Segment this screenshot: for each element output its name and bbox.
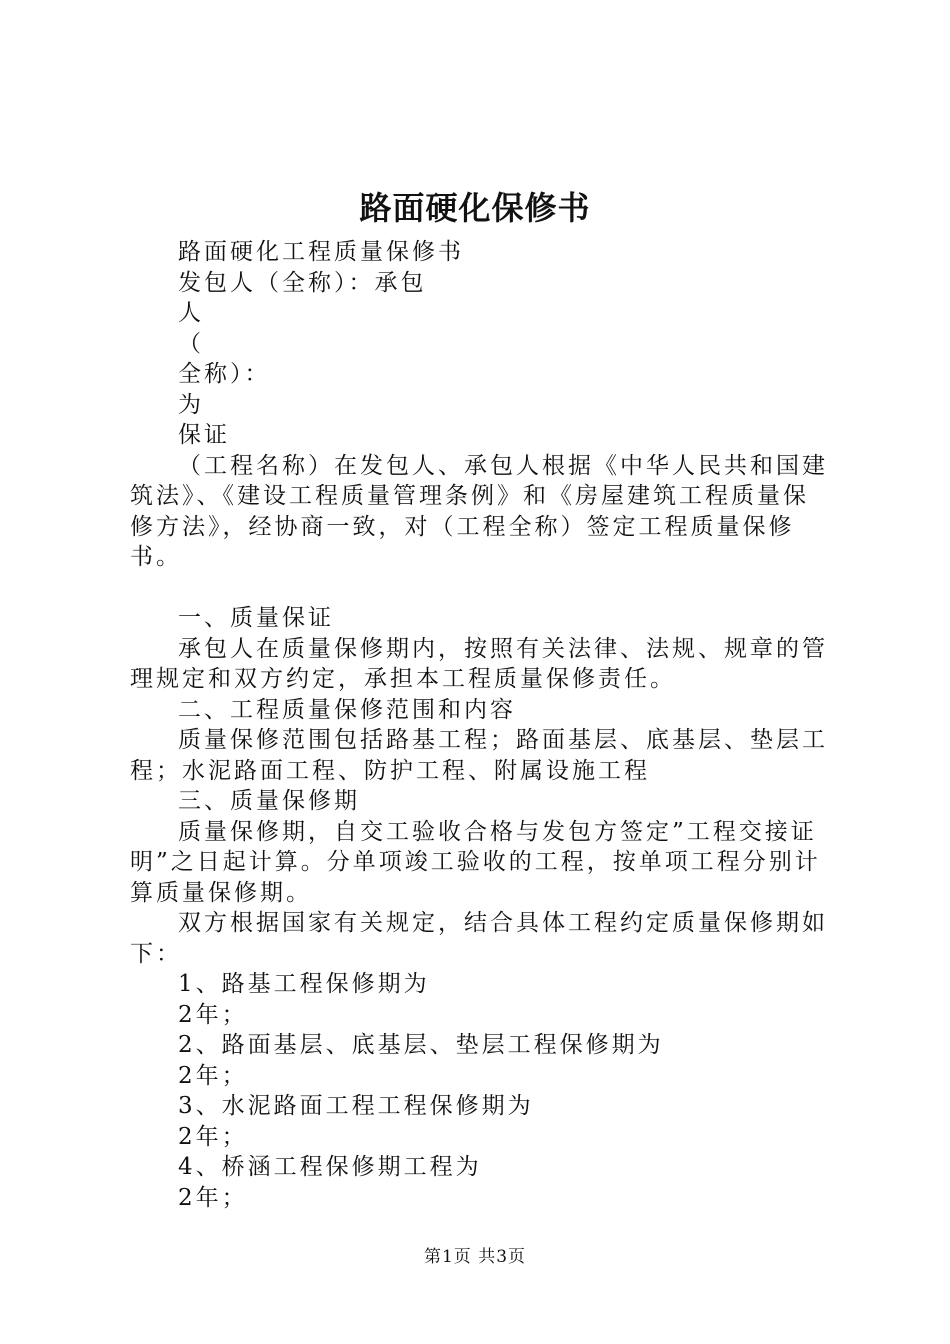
paragraph-gap bbox=[130, 573, 830, 604]
list-item: 2、路面基层、底基层、垫层工程保修期为 bbox=[178, 1032, 664, 1058]
paragraph: 双方根据国家有关规定，结合具体工程约定质量保修期如下： bbox=[130, 910, 828, 967]
text-line: 发包人（全称）：承包 bbox=[178, 269, 427, 296]
section-heading: 三、质量保修期 bbox=[178, 788, 360, 814]
paragraph: （工程名称）在发包人、承包人根据《中华人民共和国建筑法》、《建设工程质量管理条例》和《房屋建筑工程质量保修方法》，经协商一致，对（工程全称）签定工程质量保修书。 bbox=[130, 452, 828, 570]
text-line: 人 bbox=[178, 300, 204, 326]
page-footer: 第1页 共3页 bbox=[423, 1247, 527, 1267]
list-item-value: 2年； bbox=[178, 1123, 248, 1150]
document-body bbox=[130, 237, 830, 1213]
section-heading: 一、质量保证 bbox=[178, 605, 334, 631]
text-line: 保证 bbox=[178, 422, 230, 448]
list-item-value: 2年； bbox=[178, 1062, 248, 1089]
list-item: 3、水泥路面工程工程保修期为 bbox=[178, 1093, 534, 1119]
list-item-value: 2年； bbox=[178, 1184, 248, 1211]
paragraph: 承包人在质量保修期内，按照有关法律、法规、规章的管理规定和双方约定，承担本工程质量保修责任。 bbox=[130, 635, 828, 692]
paragraph: 质量保修期，自交工验收合格与发包方签定”工程交接证明”之日起计算。分单项竣工验收的工程，按单项工程分别计算质量保修期。 bbox=[130, 818, 821, 906]
list-item: 4、桥涵工程保修期工程为 bbox=[178, 1154, 482, 1180]
paragraph: 质量保修范围包括路基工程；路面基层、底基层、垫层工程；水泥路面工程、防护工程、附属设施工程 bbox=[130, 727, 828, 784]
section-heading: 二、工程质量保修范围和内容 bbox=[178, 696, 516, 723]
text-line: （ bbox=[178, 330, 204, 357]
list-item: 1、路基工程保修期为 bbox=[178, 971, 430, 997]
text-line: 为 bbox=[178, 391, 204, 418]
document-title: 路面硬化保修书 bbox=[359, 189, 591, 227]
subtitle-line: 路面硬化工程质量保修书 bbox=[178, 239, 464, 265]
text-line: 全称）： bbox=[178, 361, 271, 387]
list-item-value: 2年； bbox=[178, 1001, 248, 1028]
